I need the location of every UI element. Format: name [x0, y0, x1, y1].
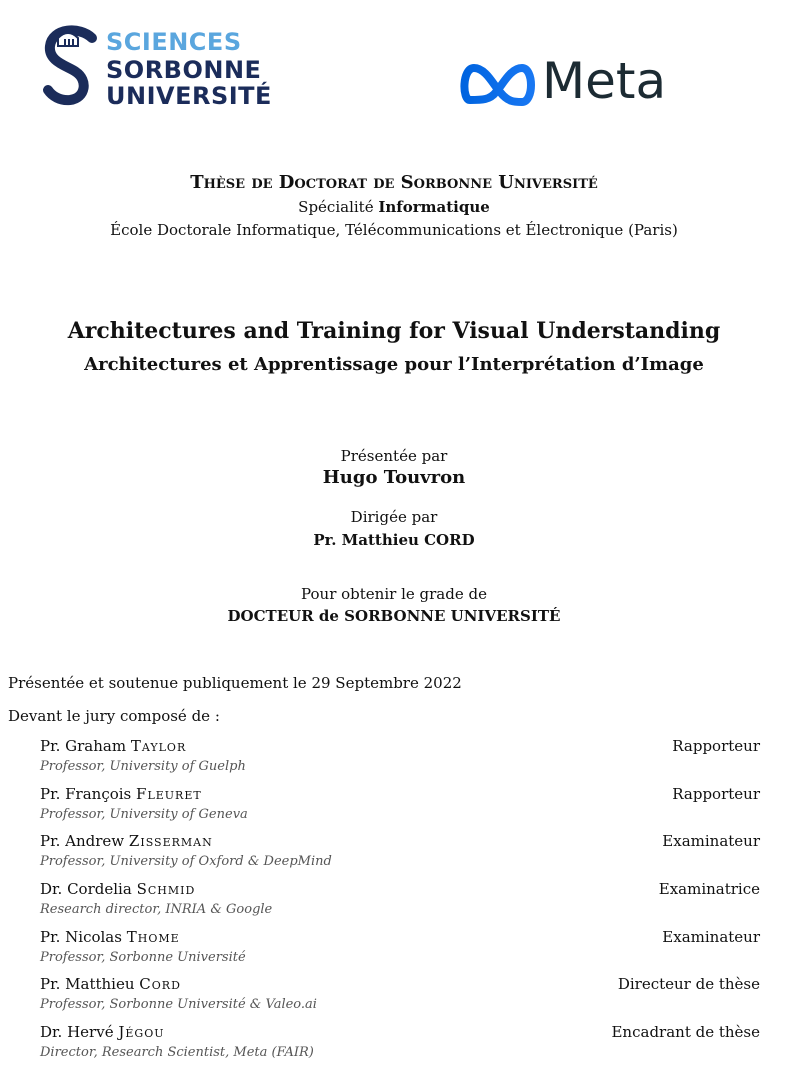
jury-member-name: Pr. François Fleuret — [40, 784, 202, 803]
jury-member-name: Pr. Nicolas Thome — [40, 927, 180, 946]
sorbonne-logo-line-2: SORBONNE — [106, 56, 262, 84]
jury-member-role: Examinateur — [662, 927, 760, 946]
jury-member-name: Dr. Cordelia Schmid — [40, 880, 196, 899]
jury-member-affiliation: Professor, Sorbonne Université — [40, 949, 246, 965]
jury-member-name: Dr. Hervé Jégou — [40, 1023, 165, 1042]
jury-member-role: Encadrant de thèse — [611, 1023, 760, 1042]
speciality — [0, 198, 788, 216]
sub-title: Architectures et Apprentissage pour l’Interprétation d’Image — [84, 354, 704, 375]
presented-by-label: Présentée par — [340, 447, 448, 465]
doctoral-school: École Doctorale Informatique, Télécommunications et Électronique (Paris) — [110, 221, 678, 239]
jury-member-name: Pr. Graham Taylor — [40, 737, 187, 755]
speciality-value: Informatique — [378, 198, 490, 216]
thesis-title: Thèse de Doctorat de Sorbonne Université — [190, 172, 598, 193]
degree-label: Pour obtenir le grade de — [301, 585, 487, 603]
directed-by-label: Dirigée par — [350, 508, 438, 526]
jury-member-name: Pr. Matthieu Cord — [40, 975, 181, 994]
jury-member-affiliation: Director, Research Scientist, Meta (FAIR) — [40, 1045, 314, 1061]
sorbonne-emblem-icon — [42, 24, 102, 114]
jury-member-affiliation: Professor, University of Guelph — [40, 759, 246, 774]
jury-member-affiliation: Professor, University of Geneva — [40, 806, 248, 822]
jury-member-role: Examinateur — [662, 832, 760, 851]
sorbonne-logo-line-1: SCIENCES — [106, 28, 242, 56]
jury-member — [40, 975, 760, 1023]
sorbonne-logo-line-3: UNIVERSITÉ — [106, 82, 272, 110]
jury-member — [40, 1023, 760, 1071]
degree-value: DOCTEUR de SORBONNE UNIVERSITÉ — [227, 607, 561, 625]
author-name: Hugo Touvron — [322, 467, 466, 488]
jury-member — [40, 928, 760, 976]
jury-intro: Devant le jury composé de : — [8, 707, 220, 725]
jury-member-name: Pr. Andrew Zisserman — [40, 832, 213, 851]
jury-member — [40, 832, 760, 880]
jury-member-affiliation: Professor, Sorbonne Université & Valeo.ai — [40, 997, 317, 1013]
jury-list — [40, 737, 760, 1071]
jury-member-role: Directeur de thèse — [617, 975, 760, 994]
speciality-prefix: Spécialité — [298, 198, 374, 216]
meta-logo — [460, 52, 710, 116]
sorbonne-logo — [42, 24, 272, 114]
jury-member — [40, 880, 760, 928]
jury-member-affiliation: Research director, INRIA & Google — [40, 902, 273, 918]
jury-member — [40, 737, 760, 785]
jury-member-role: Examinatrice — [658, 880, 760, 899]
jury-member-role: Rapporteur — [672, 784, 760, 803]
director-name: Pr. Matthieu CORD — [313, 531, 475, 549]
jury-member-role: Rapporteur — [672, 737, 760, 755]
meta-wordmark: Meta — [542, 52, 667, 110]
defense-date-line: Présentée et soutenue publiquement le 29 Septembre 2022 — [8, 674, 462, 692]
jury-member — [40, 785, 760, 833]
main-title: Architectures and Training for Visual Understanding — [67, 318, 721, 344]
jury-member-affiliation: Professor, University of Oxford & DeepMind — [40, 854, 332, 870]
meta-infinity-icon — [460, 60, 536, 108]
